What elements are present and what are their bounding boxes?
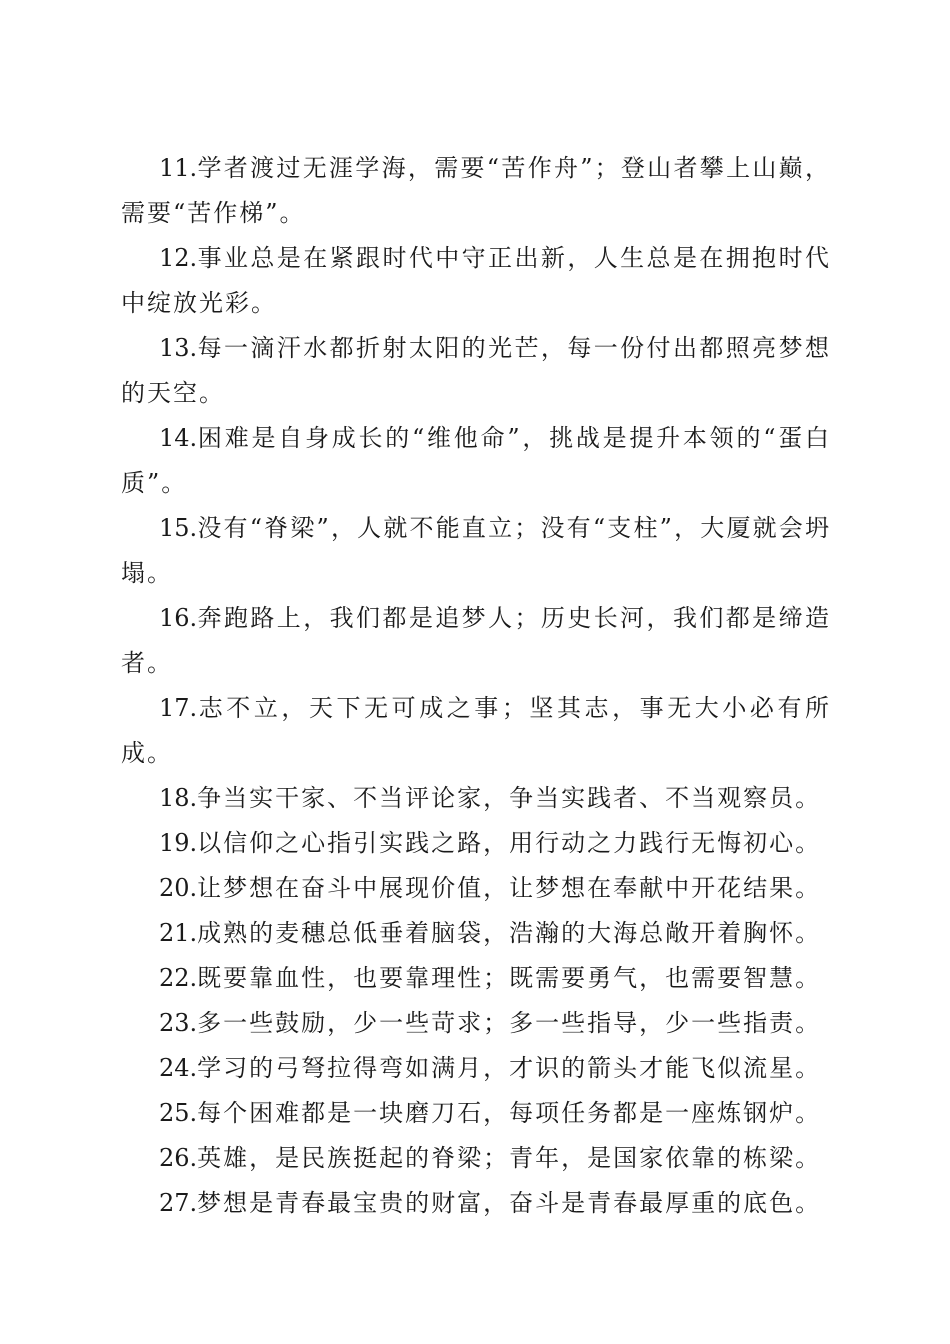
item-number: 19.	[159, 829, 198, 857]
item-text: 志不立，天下无可成之事；坚其志，事无大小必有所成。	[121, 694, 831, 767]
item-text: 奔跑路上，我们都是追梦人；历史长河，我们都是缔造者。	[121, 604, 831, 677]
item-text: 学者渡过无涯学海，需要“苦作舟”；登山者攀上山巅，需要“苦作梯”。	[121, 154, 831, 227]
item-text: 梦想是青春最宝贵的财富，奋斗是青春最厚重的底色。	[197, 1189, 822, 1217]
list-item	[121, 821, 831, 866]
list-item	[121, 1136, 831, 1181]
item-number: 20.	[159, 874, 198, 902]
item-number: 26.	[159, 1144, 198, 1172]
list-item	[121, 866, 831, 911]
item-text: 每一滴汗水都折射太阳的光芒，每一份付出都照亮梦想的天空。	[121, 334, 831, 407]
item-text: 困难是自身成长的“维他命”，挑战是提升本领的“蛋白质”。	[121, 424, 831, 497]
item-text: 学习的弓弩拉得弯如满月，才识的箭头才能飞似流星。	[197, 1054, 822, 1082]
list-item	[121, 1181, 831, 1226]
item-text: 每个困难都是一块磨刀石，每项任务都是一座炼钢炉。	[197, 1099, 822, 1127]
item-text: 让梦想在奋斗中展现价值，让梦想在奉献中开花结果。	[197, 874, 822, 902]
list-item	[121, 1046, 831, 1091]
item-number: 25.	[159, 1099, 198, 1127]
item-number: 22.	[159, 964, 198, 992]
item-number: 27.	[159, 1189, 198, 1217]
item-text: 争当实干家、不当评论家，争当实践者、不当观察员。	[197, 784, 822, 812]
item-text: 没有“脊梁”，人就不能直立；没有“支柱”，大厦就会坍塌。	[121, 514, 831, 587]
item-text: 以信仰之心指引实践之路，用行动之力践行无悔初心。	[197, 829, 822, 857]
item-number: 11.	[159, 154, 198, 182]
item-number: 24.	[159, 1054, 198, 1082]
list-item	[121, 1091, 831, 1136]
list-item	[121, 506, 831, 596]
item-number: 23.	[159, 1009, 198, 1037]
list-item	[121, 596, 831, 686]
list-item	[121, 326, 831, 416]
list-item	[121, 956, 831, 1001]
item-text: 既要靠血性，也要靠理性；既需要勇气，也需要智慧。	[197, 964, 822, 992]
item-text: 英雄，是民族挺起的脊梁；青年，是国家依靠的栋梁。	[197, 1144, 822, 1172]
list-item	[121, 686, 831, 776]
item-number: 13.	[159, 334, 198, 362]
list-item	[121, 776, 831, 821]
list-item	[121, 236, 831, 326]
list-item	[121, 911, 831, 956]
list-item	[121, 1001, 831, 1046]
list-item	[121, 146, 831, 236]
item-text: 成熟的麦穗总低垂着脑袋，浩瀚的大海总敞开着胸怀。	[197, 919, 822, 947]
item-text: 事业总是在紧跟时代中守正出新，人生总是在拥抱时代中绽放光彩。	[121, 244, 831, 317]
item-number: 12.	[159, 244, 198, 272]
item-number: 16.	[159, 604, 198, 632]
item-number: 17.	[159, 694, 198, 722]
item-number: 18.	[159, 784, 198, 812]
quote-list	[121, 146, 831, 1226]
item-number: 15.	[159, 514, 198, 542]
item-text: 多一些鼓励，少一些苛求；多一些指导，少一些指责。	[197, 1009, 822, 1037]
item-number: 14.	[159, 424, 198, 452]
list-item	[121, 416, 831, 506]
item-number: 21.	[159, 919, 198, 947]
